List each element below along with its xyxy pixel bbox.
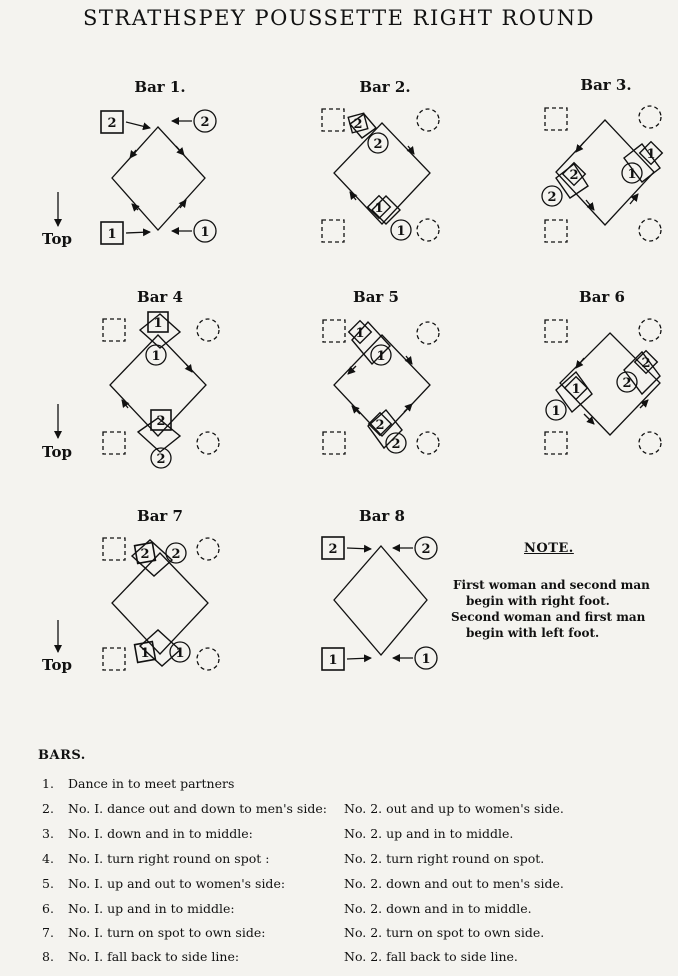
bar-label-6: Bar 6	[579, 288, 625, 306]
bar-num: 3.	[42, 826, 54, 841]
bar-desc: No. I. fall back to side line:	[68, 949, 240, 964]
bar-label-8: Bar 8	[359, 507, 405, 525]
bar-num: 6.	[42, 901, 54, 916]
bar-desc-2: No. 2. turn right round on spot.	[344, 851, 545, 866]
bar-desc-2: No. 2. down and out to men's side.	[344, 876, 564, 891]
svg-text:1: 1	[153, 316, 163, 331]
svg-text:1: 1	[200, 225, 210, 240]
svg-text:1: 1	[355, 326, 365, 341]
bar-num: 8.	[42, 949, 54, 964]
svg-text:2: 2	[641, 356, 651, 371]
svg-text:1: 1	[376, 349, 386, 364]
svg-text:1: 1	[328, 653, 338, 668]
svg-text:2: 2	[328, 542, 338, 557]
svg-text:2: 2	[391, 437, 401, 452]
note-line-4: begin with left foot.	[466, 626, 600, 640]
svg-text:2: 2	[421, 542, 431, 557]
bar-1-diagram	[101, 110, 216, 244]
svg-text:2: 2	[107, 116, 117, 131]
top-label-row1: Top	[42, 230, 72, 248]
bar-desc: No. I. dance out and down to men's side:	[68, 801, 327, 816]
bar-4-diagram	[103, 312, 219, 468]
bar-desc-2: No. 2. up and in to middle.	[344, 826, 514, 841]
bar-label-4: Bar 4	[137, 288, 183, 306]
bar-desc: Dance in to meet partners	[68, 776, 235, 791]
note-line-2: begin with right foot.	[466, 594, 610, 608]
svg-text:2: 2	[140, 547, 150, 562]
bar-desc: No. I. up and out to women's side:	[68, 876, 286, 891]
svg-text:1: 1	[151, 349, 161, 364]
svg-text:2: 2	[375, 418, 385, 433]
bar-num: 1.	[42, 776, 54, 791]
page-title: STRATHSPEY POUSSETTE RIGHT ROUND	[83, 6, 595, 30]
note-line-1: First woman and second man	[453, 578, 650, 592]
bar-2-diagram	[322, 109, 439, 242]
bar-num: 7.	[42, 925, 54, 940]
bar-desc: No. I. turn right round on spot :	[68, 851, 270, 866]
svg-text:1: 1	[551, 404, 561, 419]
bar-num: 5.	[42, 876, 54, 891]
bar-desc: No. I. up and in to middle:	[68, 901, 235, 916]
bar-label-5: Bar 5	[353, 288, 399, 306]
svg-text:2: 2	[353, 117, 363, 132]
top-label-row2: Top	[42, 443, 72, 461]
note-heading: NOTE.	[524, 541, 574, 556]
bars-heading: BARS.	[38, 748, 86, 763]
bar-label-3: Bar 3.	[580, 76, 632, 94]
svg-text:2: 2	[156, 414, 166, 429]
svg-text:1: 1	[646, 147, 656, 162]
svg-text:1: 1	[175, 646, 185, 661]
bar-7-diagram	[103, 538, 219, 670]
svg-text:1: 1	[421, 652, 431, 667]
svg-text:2: 2	[373, 137, 383, 152]
svg-text:1: 1	[627, 167, 637, 182]
bar-num: 2.	[42, 801, 54, 816]
svg-text:2: 2	[547, 190, 557, 205]
bar-desc-2: No. 2. turn on spot to own side.	[344, 925, 545, 940]
bar-label-1: Bar 1.	[134, 78, 186, 96]
top-label-row3: Top	[42, 656, 72, 674]
bar-desc: No. I. down and in to middle:	[68, 826, 253, 841]
note-line-3: Second woman and first man	[451, 610, 646, 624]
bar-desc-2: No. 2. out and up to women's side.	[344, 801, 564, 816]
bar-desc: No. I. turn on spot to own side:	[68, 925, 266, 940]
svg-text:1: 1	[571, 382, 581, 397]
bar-desc-2: No. 2. down and in to middle.	[344, 901, 532, 916]
svg-text:2: 2	[156, 452, 166, 467]
bar-3-diagram	[542, 106, 662, 242]
svg-text:2: 2	[569, 168, 579, 183]
bar-8-diagram	[322, 537, 437, 670]
bar-5-diagram	[323, 320, 439, 454]
svg-text:1: 1	[396, 224, 406, 239]
bar-desc-2: No. 2. fall back to side line.	[344, 949, 518, 964]
svg-text:2: 2	[622, 376, 632, 391]
bar-label-2: Bar 2.	[359, 78, 411, 96]
bar-label-7: Bar 7	[137, 507, 183, 525]
svg-text:1: 1	[374, 201, 384, 216]
bar-num: 4.	[42, 851, 54, 866]
svg-text:2: 2	[171, 547, 181, 562]
svg-text:1: 1	[107, 227, 117, 242]
svg-text:2: 2	[200, 115, 210, 130]
svg-text:1: 1	[140, 646, 150, 661]
bar-6-diagram	[545, 319, 661, 454]
